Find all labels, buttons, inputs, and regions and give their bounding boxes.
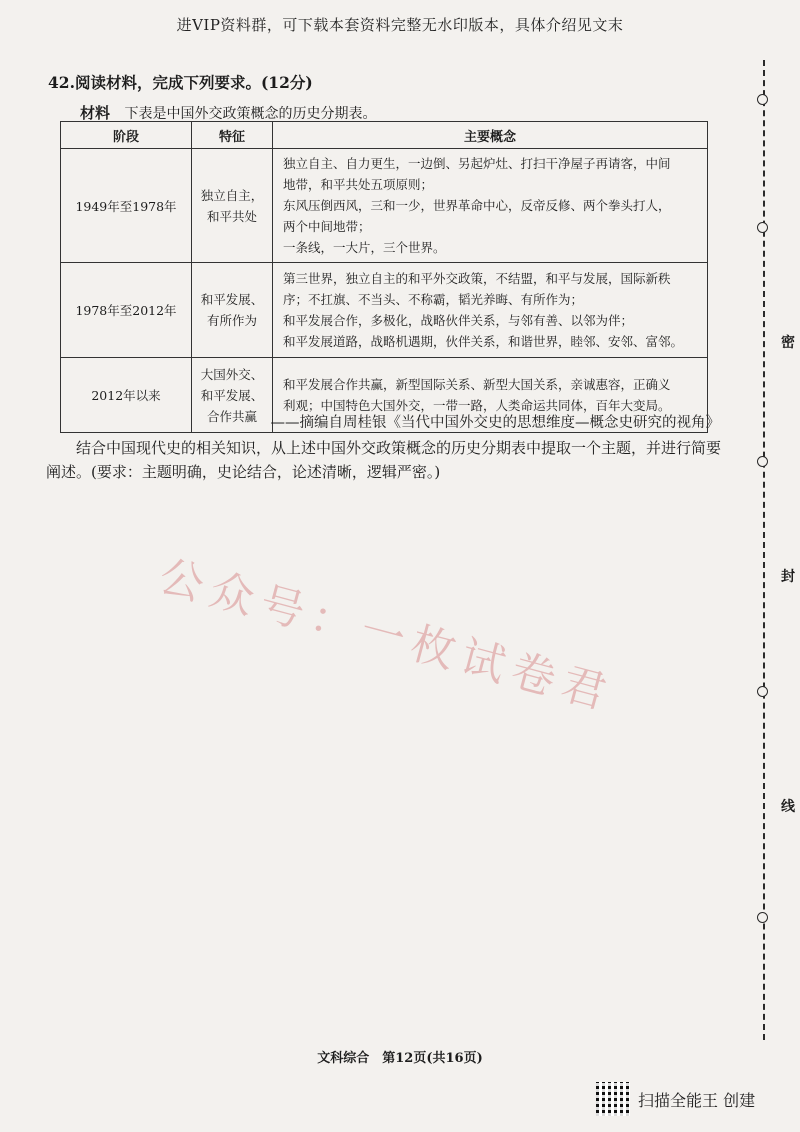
binding-hole-icon <box>757 686 768 697</box>
concept-line: 和平发展合作，多极化，战略伙伴关系，与邻有善、以邻为伴； <box>283 313 634 328</box>
header-concepts: 主要概念 <box>273 122 708 149</box>
concept-line: 地带，和平共处五项原则； <box>283 177 434 192</box>
material-intro-text: 下表是中国外交政策概念的历史分期表。 <box>124 106 377 122</box>
concept-line: 东风压倒西风，三和一少，世界革命中心，反帝反修、两个拳头打人， <box>283 198 671 213</box>
concept-line: 序；不扛旗、不当头、不称霸，韬光养晦、有所作为； <box>283 292 584 307</box>
header-feature: 特征 <box>192 122 273 149</box>
stage-cell: 2012年以来 <box>61 358 192 433</box>
table-row <box>61 263 708 358</box>
page-footer: 文科综合 第12页(共16页) <box>317 1051 483 1066</box>
concepts-cell <box>273 149 708 263</box>
scanner-text: 扫描全能王 创建 <box>638 1090 756 1110</box>
concept-line: 利观；中国特色大国外交，一带一路，人类命运共同体，百年大变局。 <box>283 398 671 413</box>
feature-cell <box>192 149 273 263</box>
binding-hole-icon <box>757 222 768 233</box>
binding-hole-icon <box>757 912 768 923</box>
binding-hole-icon <box>757 456 768 467</box>
feature-cell <box>192 358 273 433</box>
scanner-credit <box>596 1082 755 1116</box>
material-label: 材料 <box>80 104 111 122</box>
question-title: 42.阅读材料，完成下列要求。(12分) <box>48 73 313 92</box>
feature-line: 和平发展、 <box>200 292 264 307</box>
policy-period-table <box>60 121 708 433</box>
watermark: 公众号：一枚试卷君 <box>153 550 620 722</box>
feature-cell <box>192 263 273 358</box>
source-citation: ——摘编自周桂银《当代中国外交史的思想维度—概念史研究的视角》 <box>270 415 720 431</box>
feature-line: 合作共赢 <box>206 408 257 424</box>
top-banner: 进VIP资料群，可下载本套资料完整无水印版本，具体介绍见文末 <box>176 16 624 34</box>
table-header-row <box>61 122 708 149</box>
feature-line: 独立自主， <box>200 187 264 203</box>
stage-cell: 1978年至2012年 <box>61 263 192 358</box>
binding-char-feng: 封 <box>781 569 795 585</box>
binding-dashed-line <box>763 60 765 1040</box>
concept-line: 两个中间地带； <box>283 219 371 234</box>
feature-line: 大国外交、 <box>200 366 264 382</box>
binding-char-xian: 线 <box>781 799 795 815</box>
header-stage: 阶段 <box>61 122 192 149</box>
feature-line: 有所作为 <box>206 313 257 328</box>
concept-line: 第三世界，独立自主的和平外交政策，不结盟，和平与发展，国际新秩 <box>283 271 671 286</box>
concept-line: 和平发展道路，战略机遇期，伙伴关系，和谐世界，睦邻、安邻、富邻。 <box>283 334 684 349</box>
concepts-cell <box>273 263 708 358</box>
stage-cell: 1949年至1978年 <box>61 149 192 263</box>
feature-line: 和平共处 <box>206 208 257 224</box>
binding-char-mi: 密 <box>781 335 795 351</box>
feature-line: 和平发展、 <box>200 387 264 403</box>
concept-line: 独立自主、自力更生，一边倒、另起炉灶、打扫干净屋子再请客，中间 <box>283 156 671 171</box>
concept-line: 一条线，一大片，三个世界。 <box>283 240 446 255</box>
qr-code-icon <box>596 1082 630 1116</box>
binding-hole-icon <box>757 94 768 105</box>
concept-line: 和平发展合作共赢，新型国际关系、新型大国关系，亲诚惠容，正确义 <box>283 377 671 392</box>
material-intro <box>80 102 376 123</box>
table-row <box>61 149 708 263</box>
task-prompt: 结合中国现代史的相关知识，从上述中国外交政策概念的历史分期表中提取一个主题，并进行简要阐述。(要求：主题明确，史论结合，论述清晰，逻辑严密。) <box>46 439 722 481</box>
